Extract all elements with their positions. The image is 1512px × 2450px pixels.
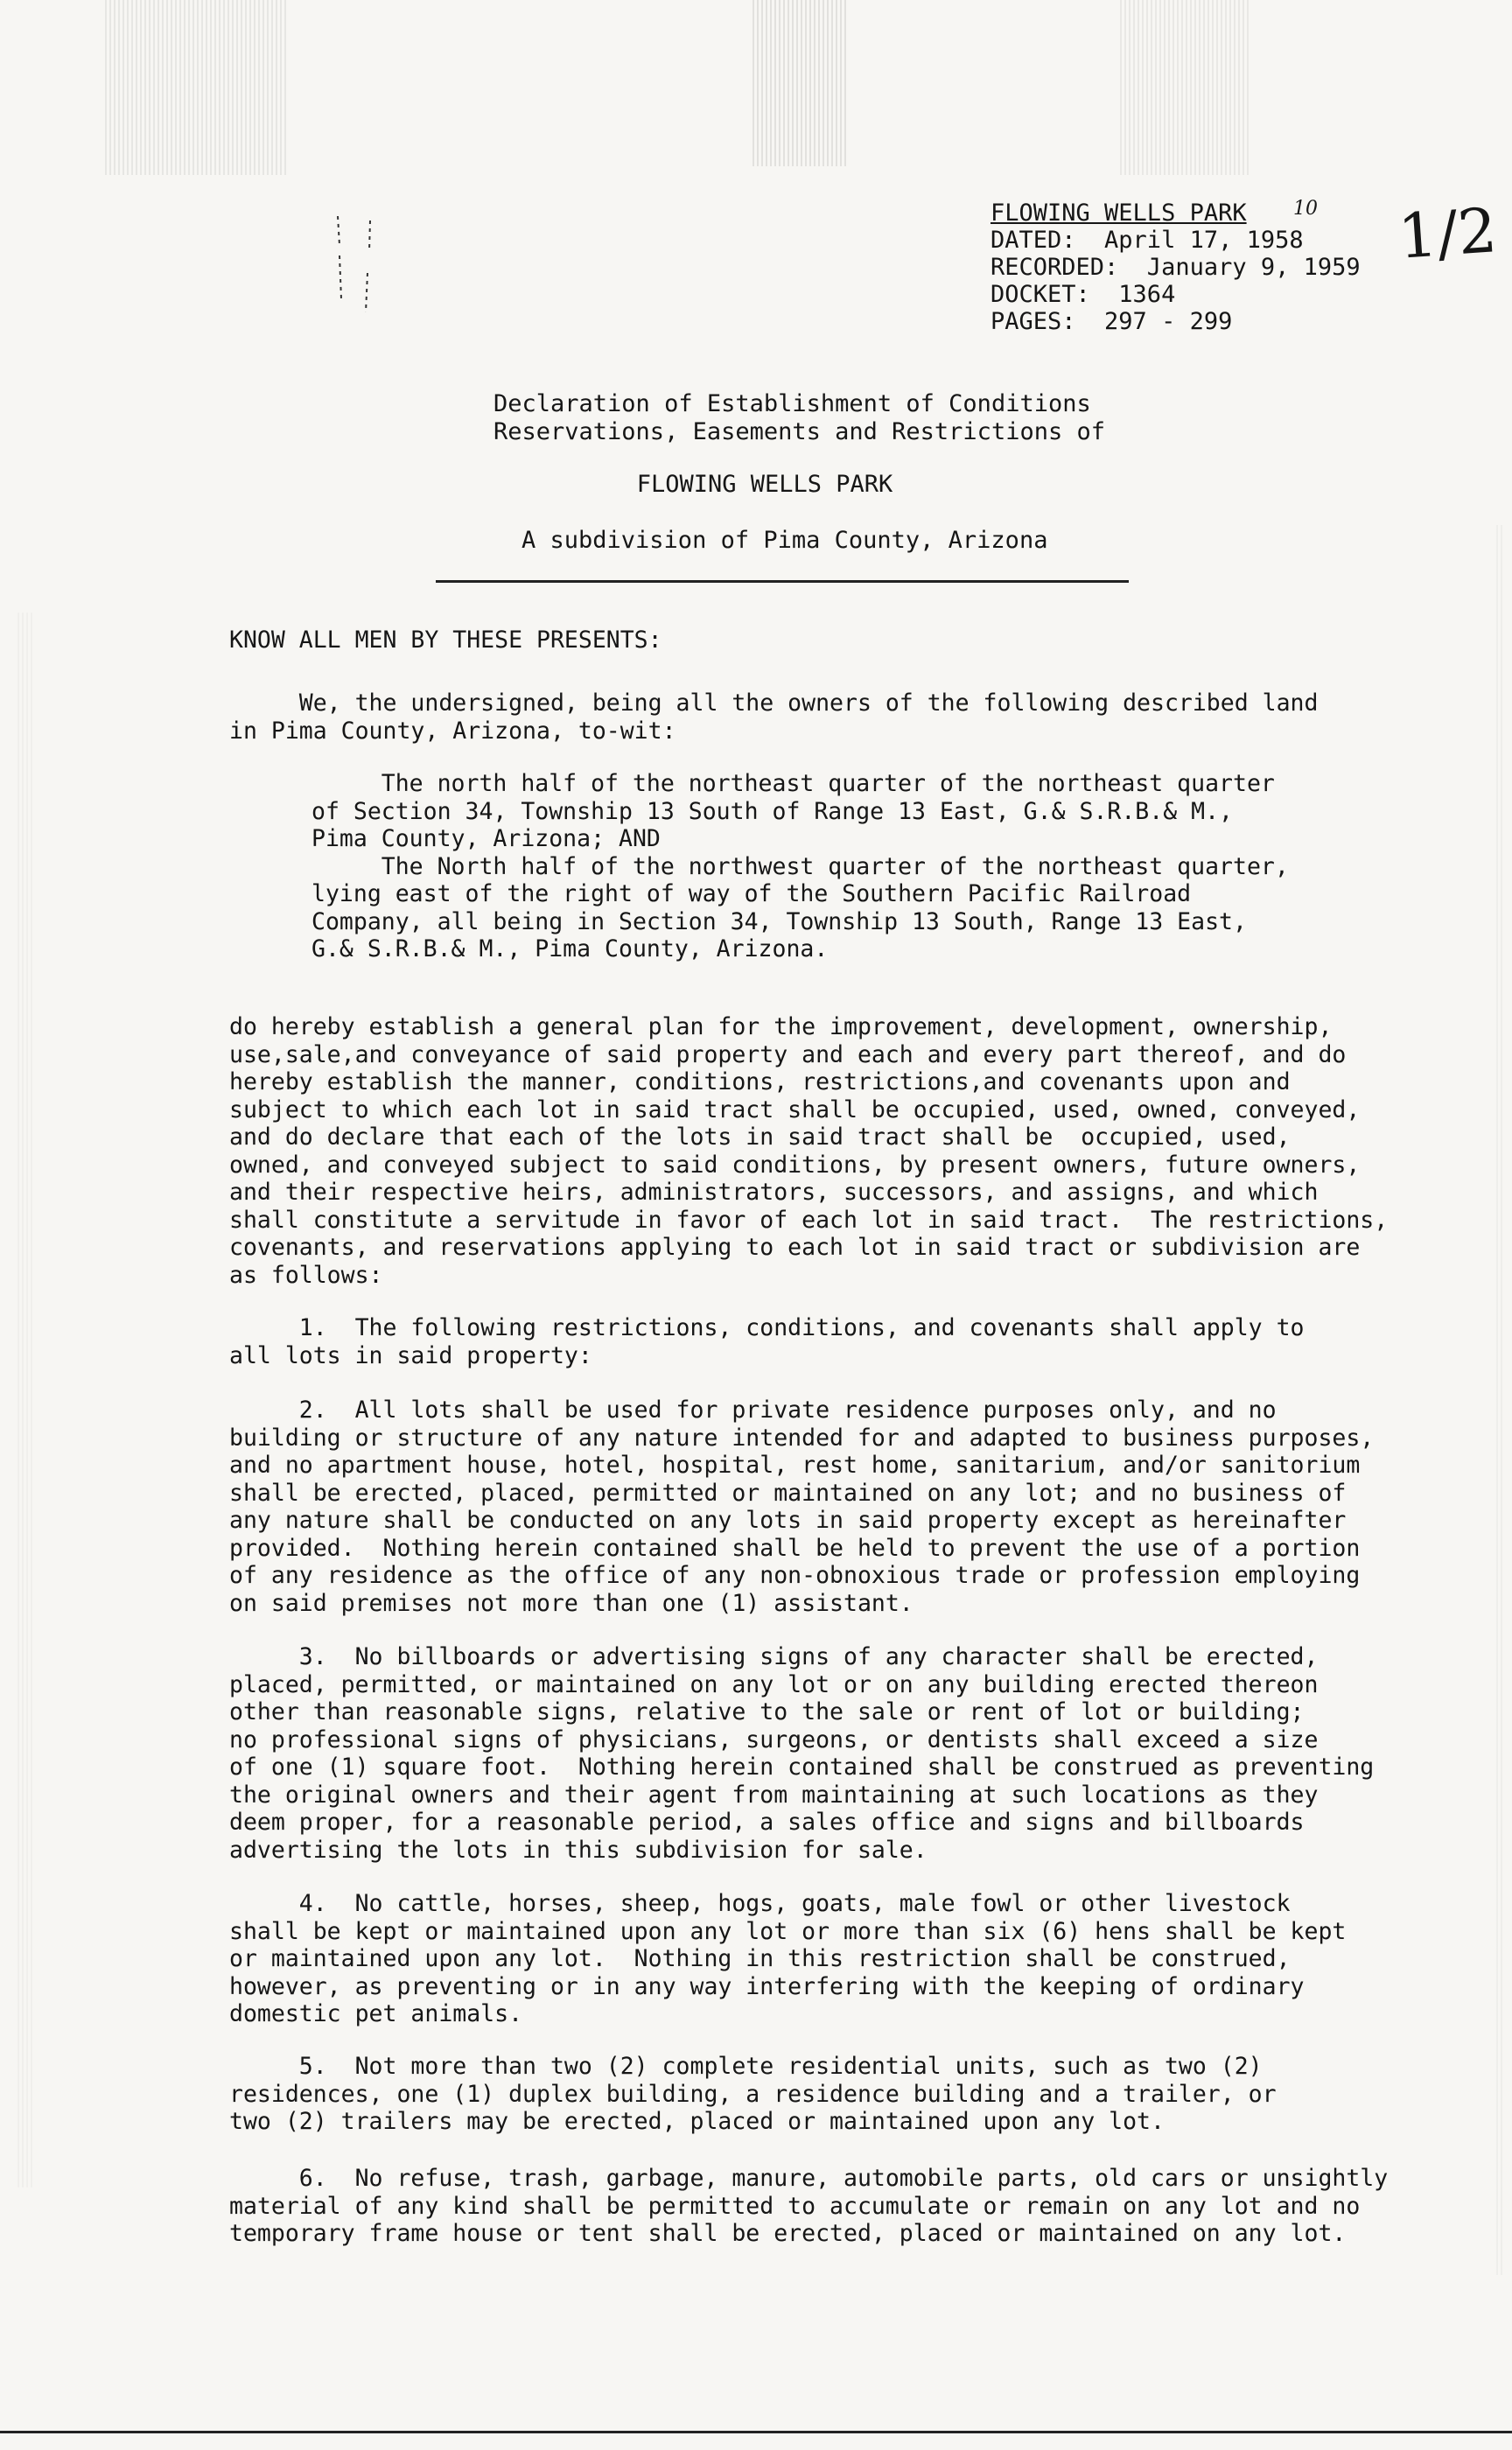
title-line-1: Declaration of Establishment of Conditions xyxy=(494,390,1091,417)
scan-noise xyxy=(752,0,849,166)
title-lines xyxy=(0,390,1512,446)
scan-noise xyxy=(18,612,33,2188)
restriction-3: 3. No billboards or advertising signs of any character shall be erected, placed, permitted, or maintained on any lot or on any building erected thereon other than reasonable signs, relative to the sale or rent of lot or building; no professional signs of physicians, surgeons, or dentists shall exceed a size of one (1) square foot. Nothing herein contained shall be construed as preventing the original owners and their agent from maintaining at such locations as they deem proper, for a reasonable period, a sales office and signs and billboards advertising the lots in this subdivision for sale. xyxy=(229,1643,1375,1864)
intro-paragraph: We, the undersigned, being all the owners of the following described land in Pima County, Arizona, to-wit: xyxy=(229,690,1319,745)
restriction-2: 2. All lots shall be used for private residence purposes only, and no building or structure of any nature intended for and adapted to business purposes, and no apartment house, hotel, hospital, rest home, sanitarium, and/or sanitorium shall be erected, placed, permitted or maintained on any lot; and no business of any nature shall be conducted on any lots in said property except as hereinafter provided. Nothing herein contained shall be held to prevent the use of a portion of any residence as the office of any non-obnoxious trade or profession employing on said premises not more than one (1) assistant. xyxy=(229,1396,1375,1617)
restriction-1: 1. The following restrictions, conditions, and covenants shall apply to all lots in said property: xyxy=(229,1314,1305,1369)
page-bottom-edge xyxy=(0,2431,1512,2433)
pages-line: PAGES: 297 - 299 xyxy=(990,308,1233,335)
scan-noise xyxy=(1120,0,1251,175)
header-title: FLOWING WELLS PARK xyxy=(990,200,1247,227)
title-rule xyxy=(436,580,1129,583)
restriction-4: 4. No cattle, horses, sheep, hogs, goats, male fowl or other livestock shall be kept or maintained upon any lot or more than six (6) hens shall be kept or maintained upon any lot. Nothing in this restriction shall be construed, however, as preventing or in any way interfering with the keeping of ordinary domestic pet animals. xyxy=(229,1890,1347,2027)
title-line-2: Reservations, Easements and Restrictions of xyxy=(494,418,1105,445)
punch-marks xyxy=(331,203,418,317)
recorded-line: RECORDED: January 9, 1959 xyxy=(990,254,1361,281)
restriction-6: 6. No refuse, trash, garbage, manure, automobile parts, old cars or unsightly material of any kind shall be permitted to accumulate or remain on any lot and no temporary frame house or tent shall be erected, placed or maintained on any lot. xyxy=(229,2165,1389,2247)
title-subdivision-location: A subdivision of Pima County, Arizona xyxy=(522,527,1048,554)
know-all-heading: KNOW ALL MEN BY THESE PRESENTS: xyxy=(229,626,662,654)
handwritten-fraction: 1/2 xyxy=(1396,194,1500,273)
recording-header xyxy=(990,200,1361,335)
docket-line: DOCKET: 1364 xyxy=(990,281,1176,308)
handwritten-note: 10 xyxy=(1293,198,1318,220)
title-subdivision-name: FLOWING WELLS PARK xyxy=(636,471,893,498)
restriction-5: 5. Not more than two (2) complete residential units, such as two (2) residences, one (1) duplex building, a residence building and a trailer, or two (2) trailers may be erected, placed or maintained upon any lot. xyxy=(229,2053,1277,2135)
general-plan-paragraph: do hereby establish a general plan for the improvement, development, ownership, use,sale,and conveyance of said property and each and every part thereof, and do hereby establish the manner, conditions, restrictions,and covenants upon and subject to which each lot in said tract shall be occupied, used, owned, conveyed, and do declare that each of the lots in said tract shall be occupied, used, owned, and conveyed subject to said conditions, by present owners, future owners, and their respective heirs, administrators, successors, and assigns, and which shall constitute a servitude in favor of each lot in said tract. The restrictions, covenants, and reservations applying to each lot in said tract or subdivision are as follows: xyxy=(229,1013,1389,1289)
dated-line: DATED: April 17, 1958 xyxy=(990,227,1304,254)
scan-noise xyxy=(105,0,289,175)
legal-description: The north half of the northeast quarter of the northeast quarter of Section 34, Township 13 South of Range 13 East, G.& S.R.B.& M., Pima County, Arizona; AND The North half of the northwest quarter of the northeast quarter, lying east of the right of way of the Southern Pacific Railroad Company, all being in Section 34, Township 13 South, Range 13 East, G.& S.R.B.& M., Pima County, Arizona. xyxy=(312,770,1289,962)
scan-noise xyxy=(1496,525,1505,2275)
